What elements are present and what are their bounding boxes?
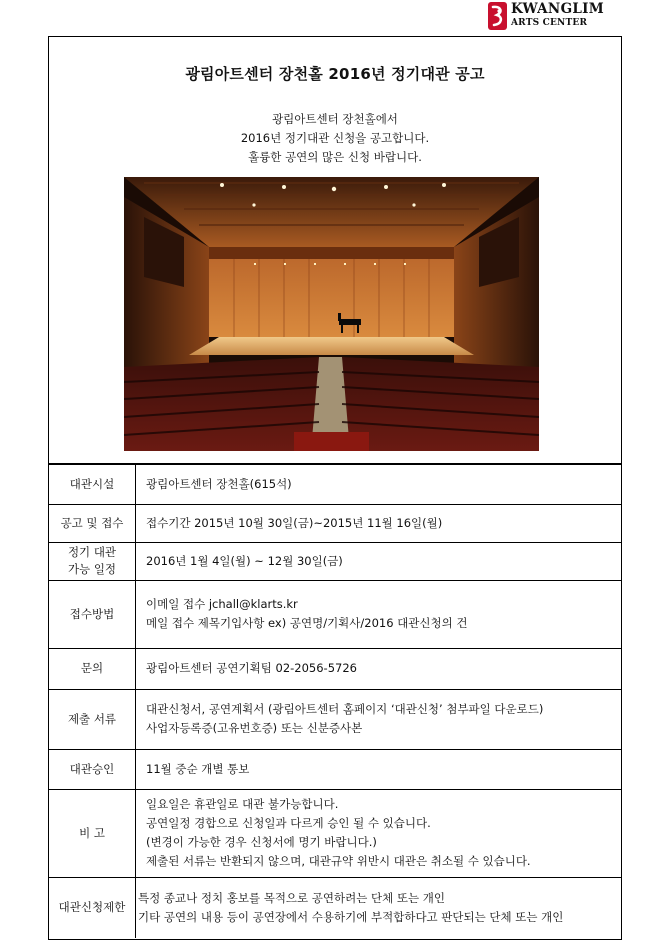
- kwanglim-emblem-icon: [488, 2, 507, 30]
- row-label: 문의: [49, 648, 136, 689]
- row-value: 광림아트센터 공연기획팀 02-2056-5726: [136, 648, 622, 689]
- row-value: 이메일 접수 jchall@klarts.kr 메일 접수 제목기입사항 ex) 공연명/기획사/2016 대관신청의 건: [136, 580, 622, 648]
- kwanglim-logo: [488, 2, 604, 30]
- intro-line: 2016년 정기대관 신청을 공고합니다.: [240, 131, 430, 145]
- row-value: 일요일은 휴관일로 대관 불가능합니다. 공연일정 경합으로 신청일과 다르게 승인 될 수 있습니다. (변경이 가능한 경우 신청서에 명기 바랍니다.) 제출된 서류는 반환되지 않으며, 대관규약 위반시 대관은 취소될 수 있습니다.: [136, 789, 622, 877]
- logo-subtitle: ARTS CENTER: [511, 17, 588, 28]
- intro-line: 훌륭한 공연의 많은 신청 바랍니다.: [248, 150, 422, 164]
- row-label: 대관승인: [49, 749, 136, 789]
- row-value: 특정 종교나 정치 홍보를 목적으로 공연하려는 단체 또는 개인 기타 공연의 내용 등이 공연장에서 수용하기에 부적합하다고 판단되는 단체 또는 개인: [136, 877, 622, 938]
- table-row: [49, 542, 621, 580]
- row-label: 비 고: [49, 789, 136, 877]
- row-value: 광림아트센터 장천홀(615석): [136, 464, 622, 504]
- row-label: 접수방법: [49, 580, 136, 648]
- table-row: [49, 749, 621, 789]
- intro-text: [49, 110, 621, 167]
- table-row: [49, 877, 621, 938]
- concert-hall-photo: [124, 177, 539, 451]
- row-label: 정기 대관 가능 일정: [49, 542, 136, 580]
- row-value: 11월 중순 개별 통보: [136, 749, 622, 789]
- table-row: [49, 648, 621, 689]
- row-label: 대관시설: [49, 464, 136, 504]
- table-row: [49, 464, 621, 504]
- row-label: 제출 서류: [49, 689, 136, 749]
- table-row: [49, 689, 621, 749]
- row-value: 접수기간 2015년 10월 30일(금)~2015년 11월 16일(월): [136, 504, 622, 542]
- page-title: 광림아트센터 장천홀 2016년 정기대관 공고: [185, 65, 485, 83]
- notice-frame: [48, 36, 622, 940]
- row-label: 공고 및 접수: [49, 504, 136, 542]
- row-value: 2016년 1월 4일(월) ~ 12월 30일(금): [136, 542, 622, 580]
- logo-name: KWANGLIM: [511, 1, 605, 17]
- intro-line: 광림아트센터 장천홀에서: [272, 112, 398, 126]
- row-label: 대관신청제한: [49, 877, 136, 938]
- row-value: 대관신청서, 공연계획서 (광림아트센터 홈페이지 ‘대관신청’ 첨부파일 다운로드) 사업자등록증(고유번호증) 또는 신분증사본: [136, 689, 622, 749]
- rental-info-table: [49, 463, 621, 938]
- table-row: [49, 580, 621, 648]
- table-row: [49, 504, 621, 542]
- table-row: [49, 789, 621, 877]
